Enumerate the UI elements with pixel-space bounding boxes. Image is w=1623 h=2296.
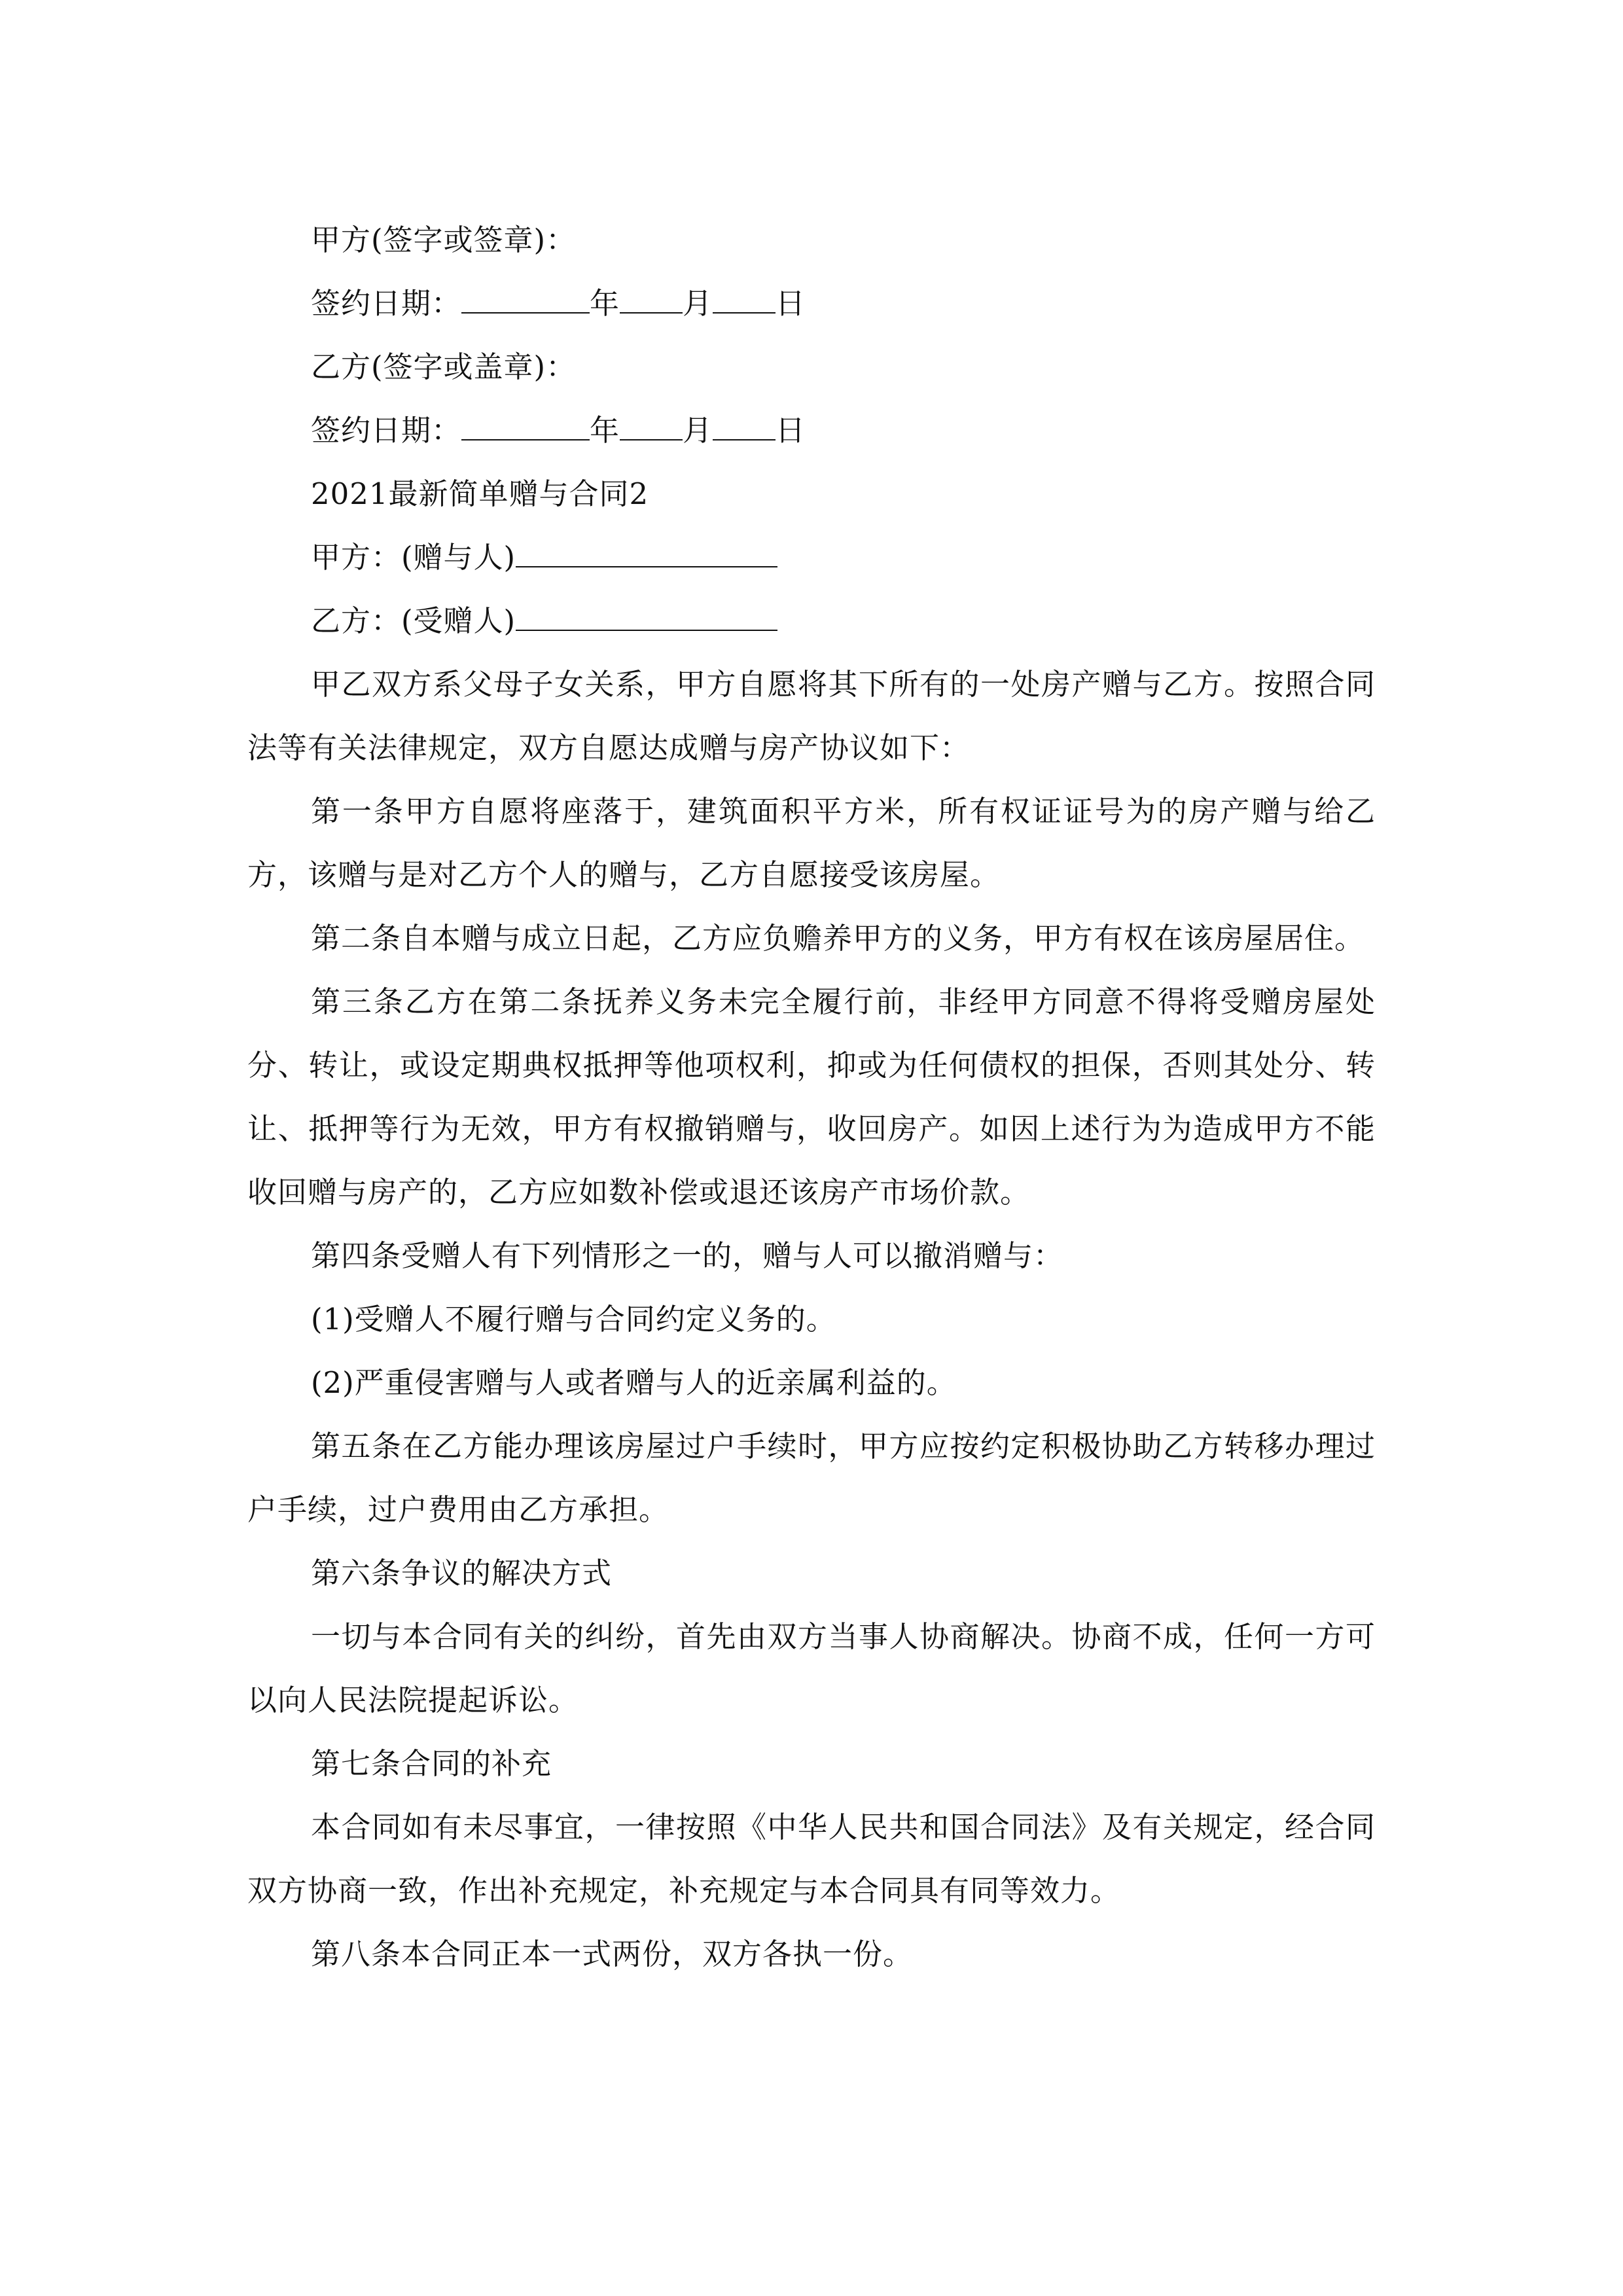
- party-b-signature-label: 乙方(签字或盖章)：: [311, 350, 577, 384]
- signing-date-label: 签约日期：: [311, 286, 462, 321]
- month-label: 月: [683, 413, 713, 448]
- party-b-signature-line: [247, 335, 1376, 399]
- party-a-signature-label: 甲方(签字或签章)：: [311, 223, 577, 257]
- month-label: 月: [683, 286, 713, 321]
- article-8: 第八条本合同正本一式两份，双方各执一份。: [311, 1937, 914, 1971]
- article-4-item-2: (2)严重侵害赠与人或者赠与人的近亲属利益的。: [311, 1365, 957, 1400]
- party-a-signature-line: [247, 208, 1376, 272]
- contract-title: [247, 462, 1376, 526]
- article-6-title: 第六条争议的解决方式: [311, 1556, 613, 1590]
- day-label: 日: [776, 413, 806, 448]
- signing-date-line-2: [247, 399, 1376, 462]
- party-a-line: [247, 526, 1376, 589]
- article-1: 第一条甲方自愿将座落于，建筑面积平方米，所有权证证号为的房产赠与给乙方，该赠与是对乙方个人的赠与，乙方自愿接受该房屋。: [247, 794, 1376, 892]
- article-2: 第二条自本赠与成立日起，乙方应负赡养甲方的义务，甲方有权在该房屋居住。: [311, 921, 1365, 956]
- party-a-label: 甲方：(赠与人): [311, 540, 516, 575]
- contract-title-text: 2021最新简单赠与合同2: [311, 476, 649, 511]
- day-blank: [713, 286, 776, 314]
- day-blank: [713, 413, 776, 440]
- article-4-item-1: (1)受赠人不履行赠与合同约定义务的。: [311, 1302, 836, 1336]
- month-blank: [620, 413, 683, 440]
- article-4: 第四条受赠人有下列情形之一的，赠与人可以撤消赠与：: [311, 1238, 1064, 1273]
- article-3: 第三条乙方在第二条抚养义务未完全履行前，非经甲方同意不得将受赠房屋处分、转让，或设定期典权抵押等他项权利，抑或为任何债权的担保，否则其处分、转让、抵押等行为无效，甲方有权撤销赠与，收回房产。如因上述行为为造成甲方不能收回赠与房产的，乙方应如数补偿或退还该房产市场价款。: [247, 984, 1376, 1210]
- year-label: 年: [590, 286, 620, 321]
- year-label: 年: [590, 413, 620, 448]
- party-a-blank: [516, 540, 777, 567]
- article-7-title: 第七条合同的补充: [311, 1746, 552, 1781]
- signing-date-line-1: [247, 272, 1376, 335]
- day-label: 日: [776, 286, 806, 321]
- article-7-body: 本合同如有未尽事宜，一律按照《中华人民共和国合同法》及有关规定，经合同双方协商一致，作出补充规定，补充规定与本合同具有同等效力。: [247, 1810, 1376, 1908]
- signing-date-label: 签约日期：: [311, 413, 462, 448]
- party-b-label: 乙方：(受赠人): [311, 603, 516, 638]
- article-5: 第五条在乙方能办理该房屋过户手续时，甲方应按约定积极协助乙方转移办理过户手续，过户费用由乙方承担。: [247, 1429, 1376, 1527]
- month-blank: [620, 286, 683, 314]
- party-b-line: [247, 589, 1376, 653]
- party-b-blank: [516, 603, 777, 631]
- article-6-body: 一切与本合同有关的纠纷，首先由双方当事人协商解决。协商不成，任何一方可以向人民法院提起诉讼。: [247, 1619, 1376, 1717]
- year-blank: [461, 413, 590, 440]
- intro-paragraph: 甲乙双方系父母子女关系，甲方自愿将其下所有的一处房产赠与乙方。按照合同法等有关法律规定，双方自愿达成赠与房产协议如下：: [247, 667, 1376, 765]
- document-body: [247, 208, 1376, 1986]
- year-blank: [461, 286, 590, 314]
